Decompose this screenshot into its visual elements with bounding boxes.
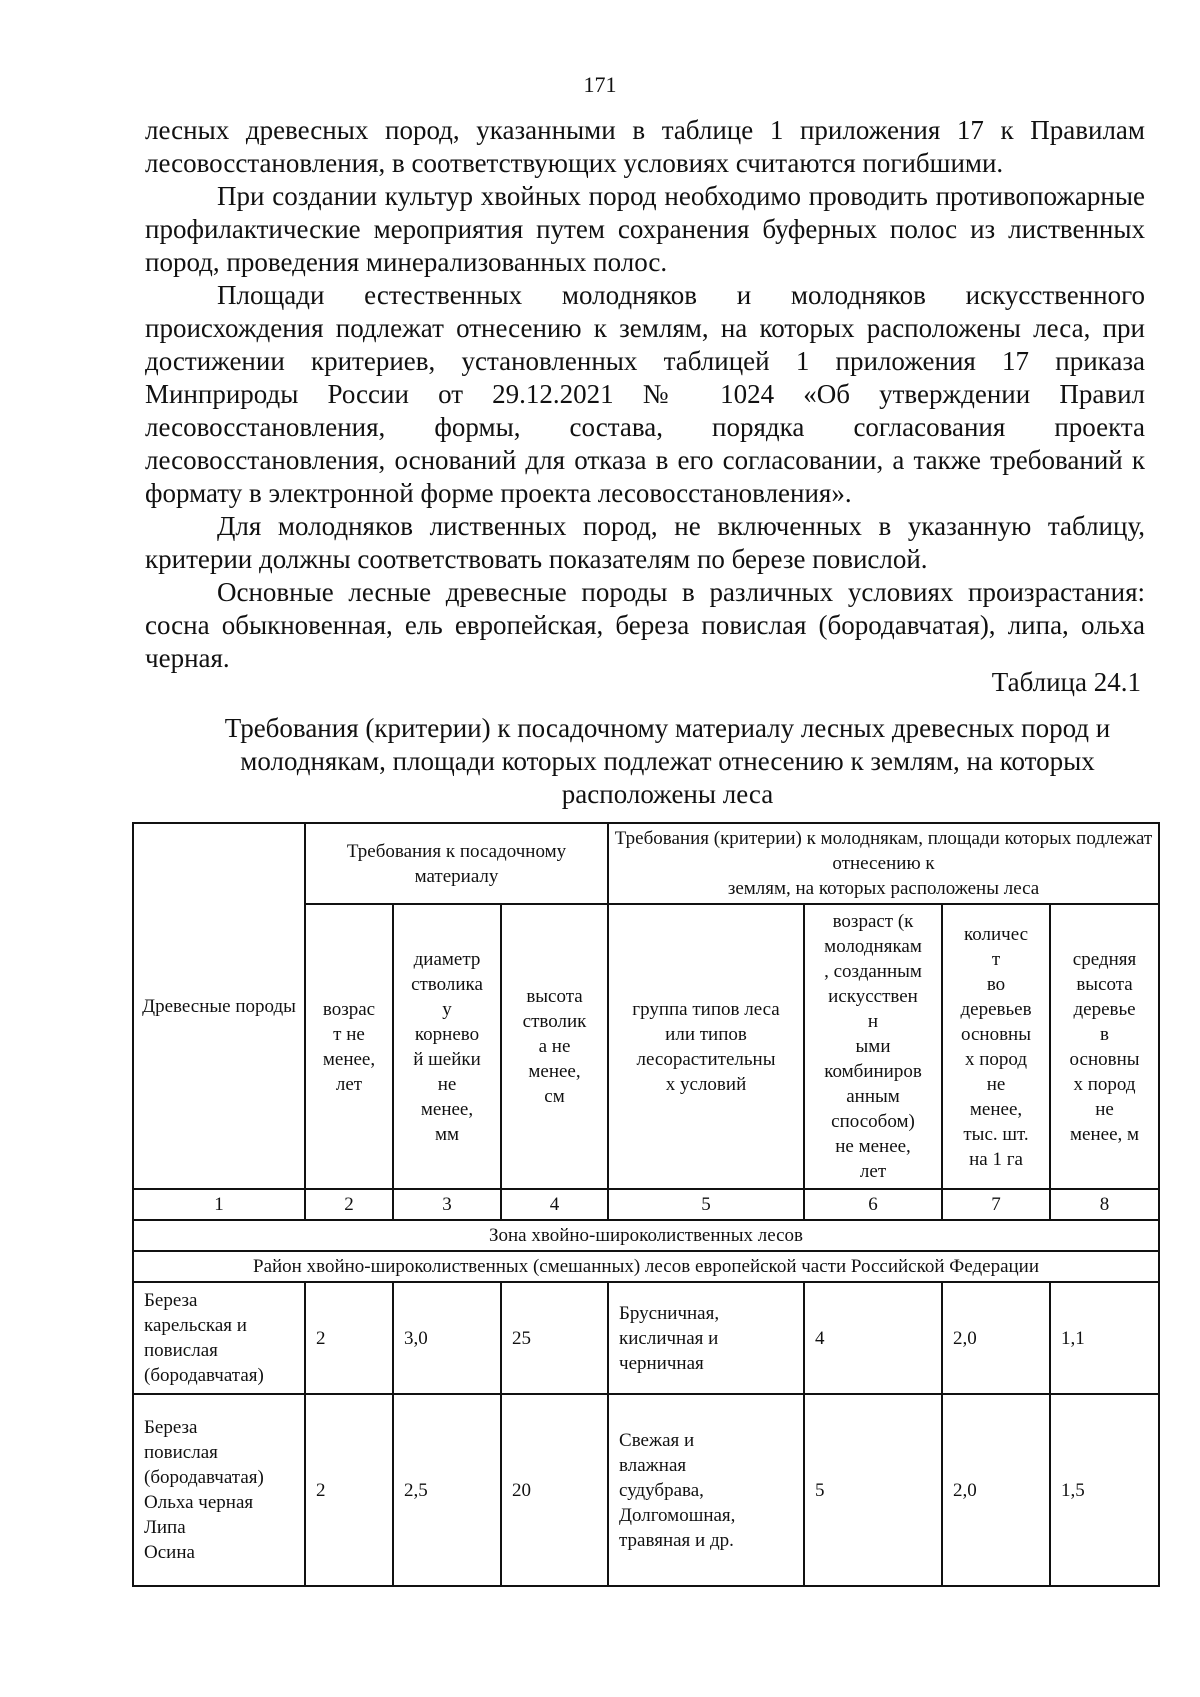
header-tree-count: количес т во деревьев основны х пород не менее, тыс. шт. на 1 га [942,904,1050,1189]
header-species: Древесные породы [133,823,305,1189]
table-row [133,1394,1159,1586]
header-height: высота стволик а не менее, см [501,904,608,1189]
cell-tree-count: 2,0 [942,1282,1050,1394]
column-number: 4 [501,1189,608,1220]
paragraph: Площади естественных молодняков и молодняков искусственного происхождения подлежат отнесению к землям, на которых расположены леса, при достижении критериев, установленных таблицей 1 приложения 17 приказа Минприроды России от 29.12.2021 № 1024 «Об утверждении Правил лесовосстановления, формы, состава, порядка согласования проекта лесовосстановления, оснований для отказа в его согласовании, а также требований к формату в электронной форме проекта лесовосстановления». [145,280,1145,508]
cell-height: 25 [501,1282,608,1394]
column-number: 2 [305,1189,393,1220]
table-title: Требования (критерии) к посадочному материалу лесных древесных пород и молоднякам, площади которых подлежат отнесению к землям, на которых расположены леса [224,713,1111,809]
cell-forest-type: Брусничная, кисличная и черничная [608,1282,804,1394]
cell-height: 20 [501,1394,608,1586]
column-number: 6 [804,1189,942,1220]
cell-age: 2 [305,1282,393,1394]
header-forest-type: группа типов леса или типов лесорастительны х условий [608,904,804,1189]
cell-forest-type: Свежая и влажная судубрава, Долгомошная, травяная и др. [608,1394,804,1586]
paragraph: Для молодняков лиственных пород, не включенных в указанную таблицу, критерии должны соответствовать показателям по березе повислой. [145,511,1145,574]
paragraph: При создании культур хвойных пород необходимо проводить противопожарные профилактические мероприятия путем сохранения буферных полос из лиственных пород, проведения минерализованных полос. [145,181,1145,277]
cell-young-age: 5 [804,1394,942,1586]
cell-tree-count: 2,0 [942,1394,1050,1586]
column-number: 3 [393,1189,501,1220]
paragraph: лесных древесных пород, указанными в таблице 1 приложения 17 к Правилам лесовосстановления, в соответствующих условиях считаются погибшими. [145,115,1145,178]
cell-species: Береза повислая (бородавчатая) Ольха черная Липа Осина [133,1394,305,1586]
header-young-age: возраст (к молоднякам , созданным искусствен н ыми комбиниров анным способом) не менее, лет [804,904,942,1189]
header-age: возрас т не менее, лет [305,904,393,1189]
cell-avg-height: 1,5 [1050,1394,1159,1586]
cell-species: Береза карельская и повислая (бородавчатая) [133,1282,305,1394]
cell-diameter: 3,0 [393,1282,501,1394]
column-number: 5 [608,1189,804,1220]
header-avg-height: средняя высота деревье в основны х пород не менее, м [1050,904,1159,1189]
cell-age: 2 [305,1394,393,1586]
table-row [133,1282,1159,1394]
header-planting-group: Требования к посадочному материалу [305,823,608,904]
paragraph: Основные лесные древесные породы в различных условиях произрастания: сосна обыкновенная, ель европейская, береза повислая (бородавчатая), липа, ольха черная. [145,577,1145,673]
region-row: Район хвойно-широколиственных (смешанных) лесов европейской части Российской Федерации [133,1251,1159,1282]
column-number: 8 [1050,1189,1159,1220]
cell-diameter: 2,5 [393,1394,501,1586]
cell-young-age: 4 [804,1282,942,1394]
column-number: 7 [942,1189,1050,1220]
body-text [145,114,1145,675]
table-label: Таблица 24.1 [991,667,1141,697]
requirements-table [132,822,1160,1587]
column-number: 1 [133,1189,305,1220]
header-diameter: диаметр стволика у корнево й шейки не менее, мм [393,904,501,1189]
header-young-group: Требования (критерии) к молоднякам, площади которых подлежат отнесению к землям, на которых расположены леса [608,823,1159,904]
page-number: 171 [583,72,617,97]
zone-row: Зона хвойно-широколиственных лесов [133,1220,1159,1251]
cell-avg-height: 1,1 [1050,1282,1159,1394]
